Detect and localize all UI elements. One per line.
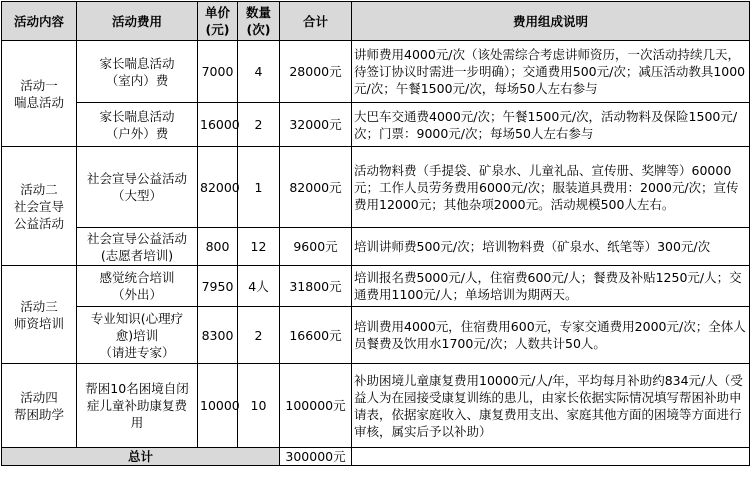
subtotal-cell: 32000元 (280, 103, 352, 147)
unit-price-cell: 800 (198, 228, 238, 266)
quantity-cell: 10 (238, 364, 280, 448)
fee-item-cell: 专业知识(心理疗 愈)培训 （请进专家） (77, 307, 198, 364)
fee-item-cell: 社会宣导公益活动 （大型） (77, 147, 198, 228)
total-row (2, 448, 750, 466)
quantity-cell: 1 (238, 147, 280, 228)
subtotal-cell: 82000元 (280, 147, 352, 228)
description-cell: 培训费用4000元，住宿费用600元，专家交通费用2000元/次；全体人员餐费及饮用水1700元/次；人数共计50人。 (352, 307, 750, 364)
header-row (2, 2, 750, 41)
table-row (2, 307, 750, 364)
unit-price-cell: 7950 (198, 266, 238, 307)
header-activity: 活动内容 (2, 2, 77, 41)
quantity-cell: 2 (238, 307, 280, 364)
description-cell: 培训报名费5000元/人，住宿费600元/人；餐费及补贴1250元/人；交通费用1100元/人；单场培训为期两天。 (352, 266, 750, 307)
fee-item-cell: 感觉统合培训 （外出） (77, 266, 198, 307)
total-label: 总计 (2, 448, 280, 466)
unit-price-cell: 8300 (198, 307, 238, 364)
table-row (2, 147, 750, 228)
total-empty-cell (352, 448, 750, 466)
unit-price-cell: 82000 (198, 147, 238, 228)
fee-item-cell: 家长喘息活动 （室内）费 (77, 41, 198, 103)
table-row (2, 364, 750, 448)
quantity-cell: 12 (238, 228, 280, 266)
total-amount: 300000元 (280, 448, 352, 466)
unit-price-cell: 16000 (198, 103, 238, 147)
quantity-cell: 2 (238, 103, 280, 147)
activity-cell: 活动二 社会宣导 公益活动 (2, 147, 77, 266)
header-unit-price: 单价 (元) (198, 2, 238, 41)
header-description: 费用组成说明 (352, 2, 750, 41)
fee-item-cell: 帮困10名困境自闭 症儿童补助康复费 用 (77, 364, 198, 448)
header-fee-item: 活动费用 (77, 2, 198, 41)
description-cell: 讲师费用4000元/次（该处需综合考虑讲师资历，一次活动持续几天，待签订协议时需进一步明确）；交通费用500元/次；减压活动教具1000元/次；午餐1500元/次，每场50人左右参与 (352, 41, 750, 103)
header-quantity: 数量 (次) (238, 2, 280, 41)
fee-item-cell: 家长喘息活动 （户外）费 (77, 103, 198, 147)
fee-item-cell: 社会宣导公益活动 (志愿者培训) (77, 228, 198, 266)
table-row (2, 228, 750, 266)
description-cell: 补助困境儿童康复费用10000元/人/年，平均每月补助约834元/人（受益人为在园接受康复训练的患儿，由家长依据实际情况填写帮困补助申请表，依据家庭收入、康复费用支出、家庭其他方面的困境等方面进行审核，属实后予以补助） (352, 364, 750, 448)
subtotal-cell: 31800元 (280, 266, 352, 307)
quantity-cell: 4人 (238, 266, 280, 307)
subtotal-cell: 9600元 (280, 228, 352, 266)
quantity-cell: 4 (238, 41, 280, 103)
description-cell: 培训讲师费500元/次；培训物料费（矿泉水、纸笔等）300元/次 (352, 228, 750, 266)
description-cell: 大巴车交通费4000元/次；午餐1500元/次，活动物料及保险1500元/次；门票：9000元/次；每场50人左右参与 (352, 103, 750, 147)
subtotal-cell: 100000元 (280, 364, 352, 448)
unit-price-cell: 10000 (198, 364, 238, 448)
activity-cell: 活动三 师资培训 (2, 266, 77, 364)
budget-table (1, 1, 750, 466)
unit-price-cell: 7000 (198, 41, 238, 103)
subtotal-cell: 28000元 (280, 41, 352, 103)
subtotal-cell: 16600元 (280, 307, 352, 364)
header-subtotal: 合计 (280, 2, 352, 41)
table-row (2, 266, 750, 307)
activity-cell: 活动一 喘息活动 (2, 41, 77, 147)
table-row (2, 103, 750, 147)
table-row (2, 41, 750, 103)
activity-cell: 活动四 帮困助学 (2, 364, 77, 448)
description-cell: 活动物料费（手提袋、矿泉水、儿童礼品、宣传册、奖牌等）60000元；工作人员劳务费用6000元/次；服装道具费用：2000元/次；宣传费用12000元；其他杂项2000元。活动规模500人左右。 (352, 147, 750, 228)
